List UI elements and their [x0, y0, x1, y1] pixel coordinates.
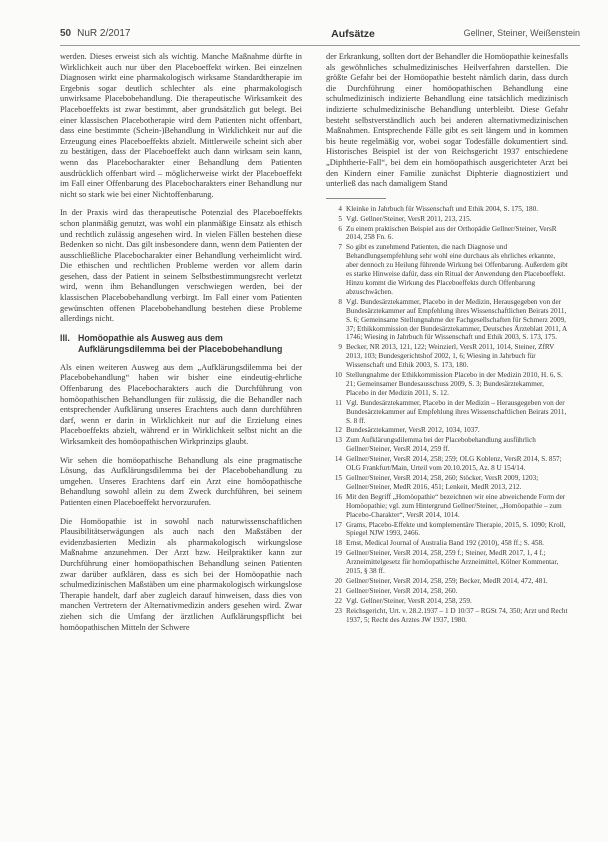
footnote [326, 436, 568, 454]
footnote-rule [326, 198, 386, 199]
footnote [326, 399, 568, 426]
footnote-number: 4 [338, 204, 342, 213]
footnote-text: Mit den Begriff „Homöopathie“ bezeichnen wir eine abweichende Form der Homöopathie; vgl. zum Hintergrund Gellner/Steiner, „Homöopathie – zum Placebo-Charakter“, VersR 2014, 1014. [346, 492, 566, 519]
footnote-number: 22 [334, 596, 342, 605]
footnote [326, 577, 568, 586]
footnote-text: Vgl. Bundesärztekammer, Placebo in der Medizin – Herausgegeben von der Bundesärztekammer auf Empfehlung ihres Wissenschaftlichen Beirats 2011, S. 8 ff. [346, 398, 567, 425]
section-heading [60, 333, 302, 355]
section-number: III. [60, 332, 70, 343]
footnote-number: 7 [338, 243, 342, 252]
footnote [326, 205, 568, 214]
footnote-text: Becker, NR 2013, 121, 122; Weinzierl, VersR 2011, 1014, Steiner, ZfRV 2013, 103; Bundesgerichtshof 2002, 1, 6; Wiesing in Jahrbuch für Wissenschaft und Ethik 2003, S. 173, 180. [346, 343, 555, 370]
paragraph: Die Homöopathie ist in sowohl nach naturwissenschaftlichen Plausibilitätserwägungen als auch nach den Maßstäben der evidenzbasierten Medizin als pharmakologisch wirkungslose Maßnahme anzunehmen. Der Arzt bzw. Heilpraktiker kann zur Durchführung einer homöopathischen Behandlung seinen Patienten zwar darüber aufklären, dass es sich bei der Homöopathie nach schulmedizinischen Maßstäben um eine pharmakologisch wirkungslose Therapie handelt, darf aber zugleich darauf hinweisen, dass dies von manchen Vertretern der Alternativmedizin anders gesehen wird. Zwar ziehen sich die Umfang der ärztlichen Aufklärungspflicht bei homöopathischen Mitteln der Schwere [60, 516, 302, 632]
footnote [326, 521, 568, 539]
footnote-text: Vgl. Gellner/Steiner, VersR 2014, 258, 259. [346, 596, 472, 605]
footnote-number: 9 [338, 343, 342, 352]
footnote-number: 6 [338, 224, 342, 233]
footnote-number: 14 [334, 455, 342, 464]
footnote-text: Grams, Placebo-Effekte und komplementäre Therapie, 2015, S. 1090; Kroll, Spiegel NJW 1993, 2466. [346, 520, 566, 538]
footnote-text: Zu einem praktischen Beispiel aus der Orthopädie Gellner/Steiner, VersR 2014, 258 Fn. 6. [346, 224, 557, 242]
right-column [326, 52, 568, 626]
footnote-number: 18 [334, 539, 342, 548]
footnote-text: Bundesärztekammer, VersR 2012, 1034, 1037. [346, 426, 480, 435]
footnote [326, 474, 568, 492]
footnote-number: 16 [334, 492, 342, 501]
footnote-text: So gibt es zunehmend Patienten, die nach Diagnose und Behandlungsempfehlung sehr wohl eine durchaus als ehrliches erkannte, aber dennoch zu Heilung führende Wirkung bei Offenbarung. Außerdem gibt es starke Hinweise dafür, dass ein Ritual der Anwendung den Placeboeffekt. Hinzu kommt die Wirkung des Placeboeffekts durch Offenbarung abzuschwächen. [346, 243, 568, 296]
footnote-number: 12 [334, 426, 342, 435]
footnote-number: 21 [334, 586, 342, 595]
paragraph: Als einen weiteren Ausweg aus dem „Aufklärungsdilemma bei der Placebobehandlung“ haben wir bisher eine eindeutig-ehrliche Offenbarung des Placebocharakters auch die Durchführung von homöopathischen Behandlungen für zulässig, die die Behandler nach entsprechender Aufklärung unseres Erachtens auch dann durchführen darf, wenn er darin in Wirklichkeit nur auf die Erzielung eines Placeboeffekts abzielt, während er in Wirklichkeit selbst nicht an die Wirksamkeit des homöopathischen Wirkprinzips glaubt. [60, 362, 302, 446]
section-title-line1: Homöopathie als Ausweg aus dem [78, 332, 223, 343]
footnote [326, 343, 568, 370]
footnote-text: Gellner/Steiner, VersR 2014, 258, 260. [346, 586, 458, 595]
footnote [326, 549, 568, 576]
page-header [60, 28, 580, 44]
header-authors: Gellner, Steiner, Weißenstein [463, 28, 580, 38]
paragraph: werden. Dieses erweist sich als wichtig. Manche Maßnahme dürfte in Wirklichkeit auch nur über den Placeboeffekt wirken. Bei einzelnen Diagnosen wirkt eine pharmakologisch wirksame Standardtherapie im Ergebnis sogar deutlich schlechter als eine pharmakologisch unwirksame Placebobehandlung. Die therapeutische Wirksamkeit des Placeboeffekts ist zwar bestimmt, aber grundsätzlich gut belegt. Bei einer klassischen Placebotherapie wird dem Patienten nicht offenbart, dass eine bestimmte (Schein-)Behandlung in Wirklichkeit nur auf die Erzeugung eines Placeboeffekts abzielt. Mittlerweile scheint sich aber zu bestätigen, dass der Placeboeffekt auch dann wirksam sein kann, wenn das Placebocharakter einer Behandlung dem Patienten ausdrücklich offenbart wird – möglicherweise wirkt der Placeboeffekt im Fall einer Offenbarung des Placebocharakters einer Behandlung nur nicht so stark wie bei einer Nichtoffenbarung. [60, 52, 302, 199]
footnote-list [326, 205, 568, 625]
footnote-number: 15 [334, 474, 342, 482]
footnote [326, 493, 568, 520]
footnote-text: Gellner/Steiner, VersR 2014, 258, 259; Becker, MedR 2014, 472, 481. [346, 576, 548, 585]
footnote-text: Ernst, Medical Journal of Australia Band 192 (2010), 458 ff.; S. 458. [346, 539, 544, 548]
footnote-text: Reichsgericht, Urt. v. 28.2.1937 – 1 D 10/37 – RGSt 74, 350; Arzt und Recht 1937, 5; Recht des Arztes JW 1937, 1980. [346, 606, 568, 624]
footnote [326, 243, 568, 296]
footnote [326, 597, 568, 606]
footnote-number: 13 [334, 436, 342, 445]
header-rule [60, 45, 580, 46]
page-number: 50 [60, 28, 72, 39]
footnote [326, 225, 568, 243]
footnote-text: Gellner/Steiner, VersR 2014, 258, 260; Stöcker, VersR 2009, 1203; Gellner/Steiner, MedR 2016, 451; Lenkeit, MedR 2013, 212. [346, 474, 539, 491]
footnote [326, 539, 568, 548]
footnote-text: Gellner/Steiner, VersR 2014, 258; 259; OLG Koblenz, VersR 2014, S. 857; OLG Frankfurt/Main, Urteil vom 20.10.2015, Az. 8 U 154/14. [346, 455, 562, 473]
footnote-number: 19 [334, 549, 342, 558]
section-label: Aufsätze [331, 28, 375, 40]
paragraph: Wir sehen die homöopathische Behandlung als eine pragmatische Lösung, das Aufklärungsdilemma bei der Placebobehandlung zu umgehen. Unseres Erachtens darf ein Arzt eine homöopathische Behandlung sowohl allein zu dem Zweck durchführen, bei seinem Patienten einen Placeboeffekt hervorzurufen. [60, 455, 302, 507]
footnote [326, 426, 568, 435]
footnote-number: 5 [338, 214, 342, 223]
footnote [326, 215, 568, 224]
footnote-number: 11 [335, 398, 342, 407]
footnote [326, 455, 568, 473]
footnote-number: 10 [334, 371, 342, 380]
footnote [326, 607, 568, 625]
header-left [60, 28, 131, 39]
footnote-number: 8 [338, 297, 342, 306]
section-title-line2: Aufklärungsdilemma bei der Placebobehandlung [78, 343, 283, 354]
footnote [326, 298, 568, 343]
footnote-text: Zum Aufklärungsdilemma bei der Placebobehandlung ausführlich Gellner/Steiner, VersR 2014, 259 ff. [346, 436, 536, 454]
footnote-number: 17 [334, 520, 342, 529]
footnote-text: Kleinke in Jahrbuch für Wissenschaft und Ethik 2004, S. 175, 180. [346, 204, 539, 213]
paragraph: In der Praxis wird das therapeutische Potenzial des Placeboeffekts schon planmäßig genutzt, was wohl ein planmäßige Einsatz als ethisch und rechtlich zulässig angesehen wird. In vielen Fällen bestehen diese Bedenken so nicht. Das gilt insbesondere dann, wenn dem Patienten der ausschließliche Placebocharakter einer Behandlung verheimlicht wird. Die ethischen und rechtlichen Probleme werden vor allem darin gesehen, dass der Patient in seinem Selbstbestimmungsrecht verletzt wird, wenn ihm Behandlungen verschwiegen werden, bei der klassischen Placebobehandlung verbirgt. Im Fall einer vom Patienten gewünschten offenen Placebobehandlung bestehen diese Probleme allerdings nicht. [60, 208, 302, 324]
left-column [60, 52, 302, 641]
footnote-text: Vgl. Bundesärztekammer, Placebo in der Medizin, Herausgegeben von der Bundesärztekammer auf Empfehlung ihres Wissenschaftlichen Beirats 2011, S. 6; Gemeinsame Stellungnahme der Fachgesellschaften für Schmerz 2009, 37; Ethikkommission der Bundesärztekammer, Deutsches Ärzteblatt 2011, A 1746; Wiesing in Jahrbuch für Wissenschaft und Ethik 2003, S. 173, 175. [346, 297, 567, 342]
footnote [326, 371, 568, 398]
footnote-text: Gellner/Steiner, VersR 2014, 258, 259 f.; Steiner, MedR 2017, 1, 4 f.; Arzneimittelgesetz für homöopathische Arzneimittel, Kölner Kommentar, 2015, § 38 ff. [346, 549, 559, 576]
footnote-number: 20 [334, 576, 342, 585]
paragraph: der Erkrankung, sollten dort der Behandler die Homöopathie keinesfalls als gewöhnliches schulmedizinisches Heilverfahren darstellen. Die größte Gefahr bei der Homöopathie besteht nämlich darin, dass durch die Durchführung einer homöopathischen Behandlung eine schulmedizinisch indizierte Behandlung eine tatsächlich medizinisch indizierte schulmedizinische Behandlung unterbleibt. Diese Gefahr besteht selbstverständlich auch bei anderen alternativmedizinischen Maßnahmen. Entsprechende Fälle gibt es seit längem und in kommen bis heute regelmäßig vor, wobei sogar Todesfälle dokumentiert sind. Historisches Beispiel ist der von Reichsgericht 1937 entschiedene „Diphtherie-Fall“, bei dem ein homöopathisch ausgerichteter Arzt bei den Kindern einer Familie zunächst Diphterie diagnostiziert und unterließ das nach damaligem Stand [326, 52, 568, 189]
footnote-text: Stellungnahme der Ethikkommission Placebo in der Medizin 2010, H. 6, S. 21; Gemeinsamer Bundesausschuss 2009, S. 3; Bundesärztekammer, Placebo in der Medizin 2011, S. 12. [346, 371, 563, 397]
footnote-number: 23 [334, 606, 342, 615]
journal-name: NuR 2/2017 [77, 28, 131, 39]
footnote [326, 587, 568, 596]
footnote-text: Vgl. Gellner/Steiner, VersR 2011, 213, 215. [346, 214, 472, 223]
